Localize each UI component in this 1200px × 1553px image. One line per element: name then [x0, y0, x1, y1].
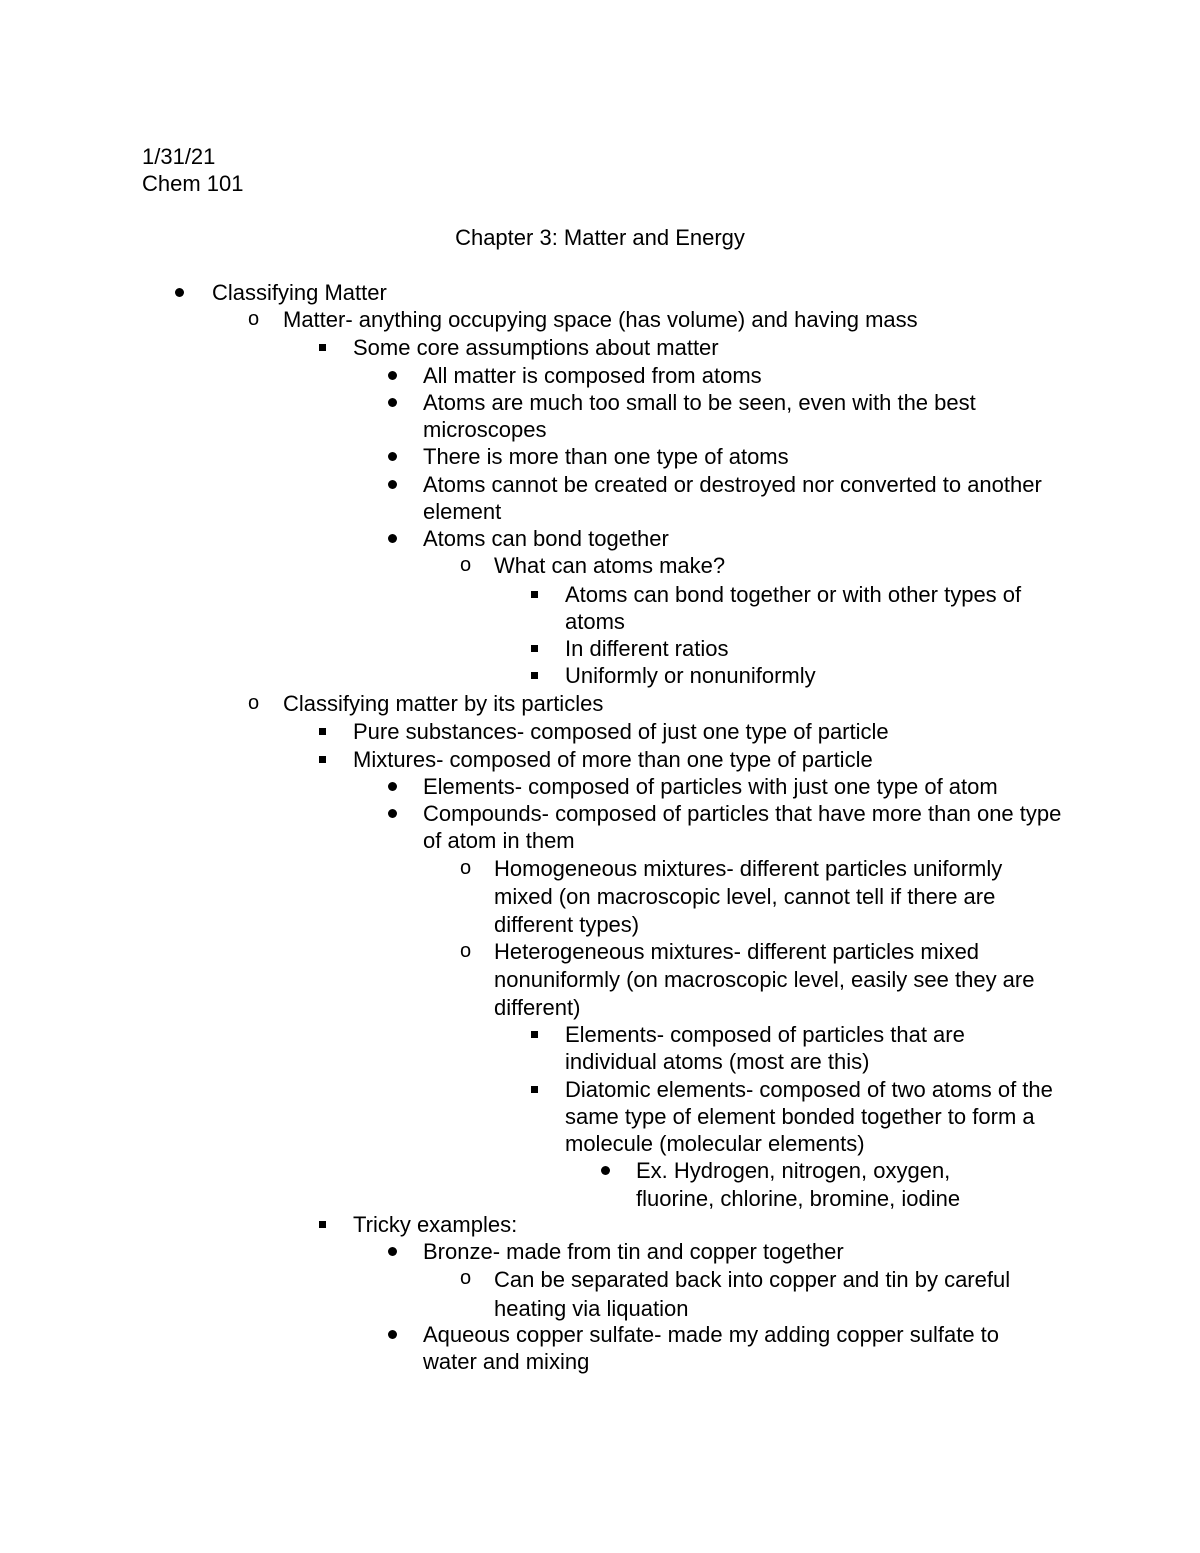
outline-item: Classifying Matter [212, 280, 387, 305]
outline-item: What can atoms make? [494, 553, 726, 578]
bullet-square-icon [319, 718, 327, 745]
note-date: 1/31/21 [142, 144, 216, 169]
bullet-disc-icon [388, 471, 398, 498]
bullet-square-icon [531, 662, 539, 689]
outline-item: Compounds- composed of particles that have more than one type of atom in them [423, 801, 1062, 853]
outline-item: Can be separated back into copper and tin by careful heating via liquation [494, 1267, 1011, 1321]
outline-item: Matter- anything occupying space (has volume) and having mass [283, 307, 918, 332]
outline-item: Homogeneous mixtures- different particles uniformly mixed (on macroscopic level, cannot tell if there are different types) [494, 856, 1003, 937]
bullet-circle-icon [460, 552, 474, 579]
bullet-circle-icon [460, 938, 474, 965]
bullet-circle-icon [460, 1265, 474, 1292]
outline-item: Atoms are much too small to be seen, even with the best microscopes [423, 390, 976, 442]
outline-item: Classifying matter by its particles [283, 691, 604, 716]
bullet-disc-icon [388, 1238, 398, 1265]
bullet-disc-icon [388, 800, 398, 827]
outline-item: Heterogeneous mixtures- different particles mixed nonuniformly (on macroscopic level, easily see they are different) [494, 939, 1035, 1020]
bullet-circle-icon [460, 855, 474, 882]
bullet-disc-icon [388, 362, 398, 389]
bullet-disc-icon [388, 443, 398, 470]
outline-item: Tricky examples: [353, 1212, 518, 1237]
outline-item: Ex. Hydrogen, nitrogen, oxygen, fluorine, chlorine, bromine, iodine [636, 1158, 961, 1211]
outline-item: All matter is composed from atoms [423, 363, 762, 388]
outline-item: Elements- composed of particles that are individual atoms (most are this) [565, 1022, 965, 1074]
outline-item: Some core assumptions about matter [353, 335, 719, 360]
bullet-disc-icon [388, 389, 398, 416]
bullet-square-icon [531, 635, 539, 662]
outline-item: There is more than one type of atoms [423, 444, 789, 469]
bullet-square-icon [531, 1076, 539, 1103]
outline-item: Aqueous copper sulfate- made my adding copper sulfate to water and mixing [423, 1322, 1000, 1374]
bullet-disc-icon [175, 279, 185, 306]
bullet-square-icon [531, 581, 539, 608]
outline-item: Atoms can bond together or with other types of atoms [565, 582, 1022, 634]
bullet-disc-icon [388, 1321, 398, 1348]
bullet-square-icon [319, 334, 327, 361]
outline-item: Diatomic elements- composed of two atoms of the same type of element bonded together to form a molecule (molecular elements) [565, 1077, 1053, 1156]
bullet-circle-icon [248, 690, 262, 717]
chapter-title: Chapter 3: Matter and Energy [455, 225, 745, 250]
bullet-square-icon [531, 1021, 539, 1048]
bullet-disc-icon [601, 1157, 611, 1184]
outline-item: Bronze- made from tin and copper together [423, 1239, 844, 1264]
outline-item: Uniformly or nonuniformly [565, 663, 816, 688]
outline-item: Atoms cannot be created or destroyed nor converted to another element [423, 472, 1042, 524]
course-name: Chem 101 [142, 171, 244, 196]
outline-item: Pure substances- composed of just one type of particle [353, 719, 889, 744]
bullet-square-icon [319, 746, 327, 773]
outline-item: Elements- composed of particles with just one type of atom [423, 774, 998, 799]
bullet-disc-icon [388, 525, 398, 552]
outline-item: Mixtures- composed of more than one type of particle [353, 747, 873, 772]
bullet-disc-icon [388, 773, 398, 800]
bullet-square-icon [319, 1211, 327, 1238]
outline-item: In different ratios [565, 636, 729, 661]
outline-item: Atoms can bond together [423, 526, 669, 551]
bullet-circle-icon [248, 306, 262, 333]
